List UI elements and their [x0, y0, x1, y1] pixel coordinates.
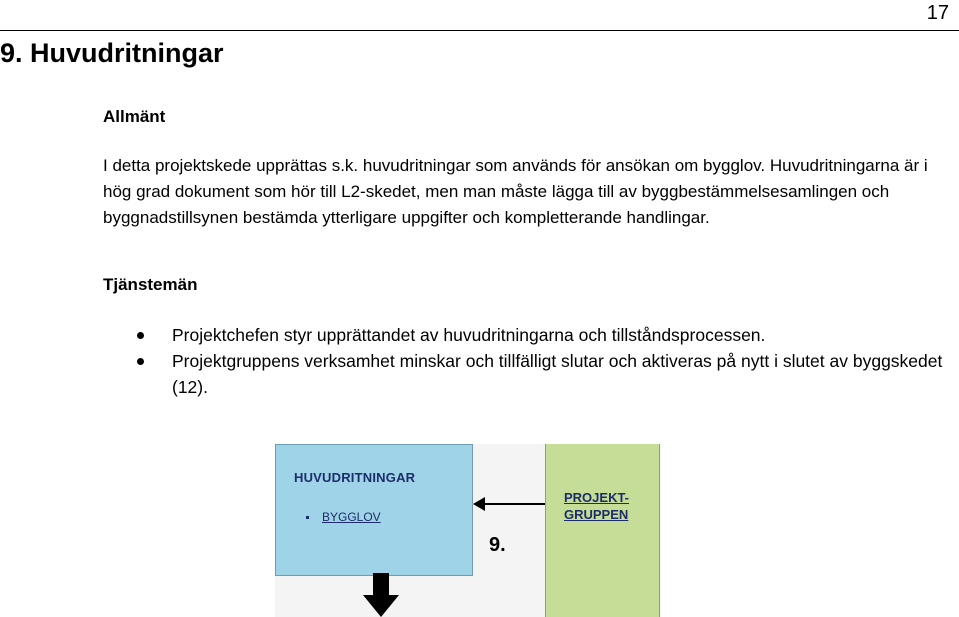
- chapter-title: 9. Huvudritningar: [0, 38, 224, 68]
- huvudritningar-box: [275, 444, 473, 576]
- header-rule: [0, 30, 959, 31]
- bullet-icon: [137, 358, 144, 365]
- process-diagram: [275, 444, 661, 617]
- arrow-down-icon: [363, 573, 399, 617]
- list-item-text: Projektgruppens verksamhet minskar och tillfälligt slutar och aktiveras på nytt i slutet av byggskedet (12).: [172, 351, 943, 397]
- bygglov-item: BYGGLOV: [322, 510, 381, 524]
- arrow-left-icon: [473, 497, 485, 511]
- projektgruppen-box-title: [564, 489, 629, 523]
- bullet-icon: [137, 332, 144, 339]
- projektgruppen-title-line2: GRUPPEN: [564, 507, 629, 522]
- bullet-icon: [306, 516, 309, 519]
- section-heading-general: Allmänt: [103, 107, 166, 126]
- projektgruppen-box: [545, 444, 660, 617]
- arrow-left-line: [483, 503, 545, 505]
- page-number: 17: [926, 2, 949, 24]
- step-label: 9.: [489, 534, 506, 556]
- section-heading-officials: Tjänstemän: [103, 275, 198, 294]
- officials-bullet-list: [0, 322, 959, 400]
- list-item-text: Projektchefen styr upprättandet av huvudritningarna och tillståndsprocessen.: [172, 325, 766, 345]
- list-item: [0, 348, 959, 400]
- list-item: [0, 322, 959, 348]
- projektgruppen-title-line1: PROJEKT-: [564, 490, 630, 505]
- huvudritningar-box-title: HUVUDRITNINGAR: [294, 470, 416, 485]
- general-paragraph: I detta projektskede upprättas s.k. huvudritningar som används för ansökan om bygglov. Huvudritningarna är i hög grad dokument som hör till L2-skedet, men man måste lägga till av byggbestämmelsesamlingen och byggnadstillsynen bestämda ytterligare uppgifter och kompletterande handlingar.: [103, 156, 928, 227]
